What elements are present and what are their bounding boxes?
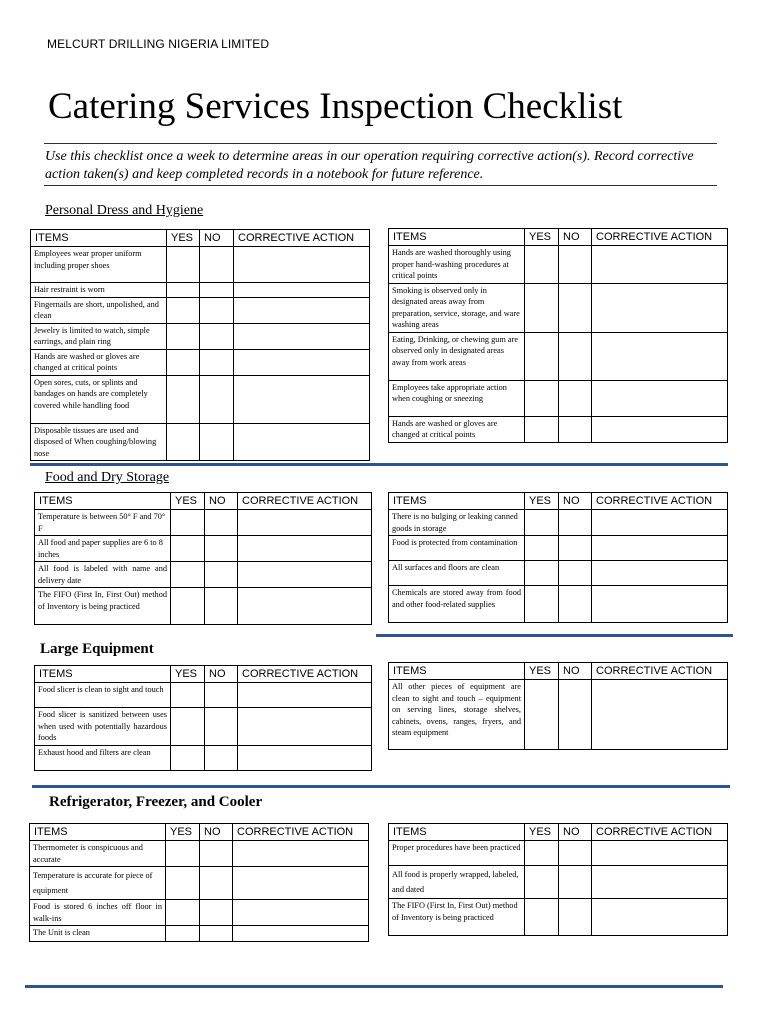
- yes-cell[interactable]: [525, 283, 559, 332]
- checklist-item: Smoking is observed only in designated areas away from preparation, service, storage, and ware washing areas: [389, 283, 525, 332]
- checklist-table-food-right: [388, 492, 728, 623]
- no-cell[interactable]: [559, 536, 592, 561]
- corrective-action-cell[interactable]: [234, 375, 370, 423]
- col-yes: YES: [525, 824, 559, 841]
- col-items: ITEMS: [35, 666, 171, 683]
- corrective-action-cell[interactable]: [233, 926, 369, 942]
- no-cell[interactable]: [559, 586, 592, 623]
- col-yes: YES: [171, 666, 205, 683]
- no-cell[interactable]: [205, 588, 238, 625]
- checklist-item: Proper procedures have been practiced: [389, 841, 525, 866]
- checklist-item: All other pieces of equipment are clean to sight and touch – equipment on serving lines, storage shelves, cabinets, ovens, ranges, fryers, and steam equipment: [389, 680, 525, 750]
- no-cell[interactable]: [200, 247, 234, 283]
- corrective-action-cell[interactable]: [592, 380, 728, 416]
- corrective-action-cell[interactable]: [233, 867, 369, 900]
- no-cell[interactable]: [559, 510, 592, 536]
- col-corrective: CORRECTIVE ACTION: [234, 230, 370, 247]
- checklist-item: Hands are washed thoroughly using proper hand-washing procedures at critical points: [389, 246, 525, 284]
- yes-cell[interactable]: [171, 562, 205, 588]
- no-cell[interactable]: [205, 683, 238, 708]
- corrective-action-cell[interactable]: [234, 247, 370, 283]
- checklist-item: Hands are washed or gloves are changed at critical points: [31, 349, 167, 375]
- checklist-table-food-left: [34, 492, 372, 625]
- checklist-item: The FIFO (First In, First Out) method of Inventory is being practiced: [35, 588, 171, 625]
- checklist-item: Disposable tissues are used and disposed of When coughing/blowing nose: [31, 423, 167, 461]
- yes-cell[interactable]: [171, 536, 205, 562]
- corrective-action-cell[interactable]: [592, 283, 728, 332]
- corrective-action-cell[interactable]: [234, 423, 370, 461]
- no-cell[interactable]: [200, 349, 234, 375]
- checklist-item: Eating, Drinking, or chewing gum are observed only in designated areas away from work areas: [389, 332, 525, 380]
- checklist-table-personal-left: [30, 229, 370, 461]
- col-corrective: CORRECTIVE ACTION: [592, 824, 728, 841]
- checklist-item: Employees wear proper uniform including proper shoes: [31, 247, 167, 283]
- no-cell[interactable]: [205, 536, 238, 562]
- col-corrective: CORRECTIVE ACTION: [592, 663, 728, 680]
- col-items: ITEMS: [30, 824, 166, 841]
- yes-cell[interactable]: [167, 323, 200, 349]
- col-yes: YES: [171, 493, 205, 510]
- corrective-action-cell[interactable]: [238, 588, 372, 625]
- no-cell[interactable]: [205, 708, 238, 746]
- yes-cell[interactable]: [525, 536, 559, 561]
- col-no: NO: [559, 824, 592, 841]
- col-corrective: CORRECTIVE ACTION: [233, 824, 369, 841]
- checklist-item: Employees take appropriate action when coughing or sneezing: [389, 380, 525, 416]
- yes-cell[interactable]: [167, 423, 200, 461]
- col-no: NO: [559, 663, 592, 680]
- no-cell[interactable]: [200, 841, 233, 867]
- no-cell[interactable]: [559, 680, 592, 750]
- yes-cell[interactable]: [171, 510, 205, 536]
- yes-cell[interactable]: [525, 510, 559, 536]
- no-cell[interactable]: [559, 841, 592, 866]
- col-items: ITEMS: [31, 230, 167, 247]
- yes-cell[interactable]: [167, 349, 200, 375]
- no-cell[interactable]: [559, 416, 592, 442]
- yes-cell[interactable]: [166, 926, 200, 942]
- checklist-item: Hair restraint is worn: [31, 283, 167, 298]
- section-title-personal: Personal Dress and Hygiene: [45, 203, 204, 218]
- checklist-item: The Unit is clean: [30, 926, 166, 942]
- no-cell[interactable]: [559, 899, 592, 936]
- checklist-item: Food is protected from contamination: [389, 536, 525, 561]
- checklist-table-equipment-right: [388, 662, 728, 750]
- corrective-action-cell[interactable]: [592, 866, 728, 899]
- yes-cell[interactable]: [171, 745, 205, 770]
- col-no: NO: [559, 493, 592, 510]
- corrective-action-cell[interactable]: [233, 841, 369, 867]
- corrective-action-cell[interactable]: [238, 536, 372, 562]
- section-divider: [376, 634, 733, 637]
- yes-cell[interactable]: [525, 899, 559, 936]
- corrective-action-cell[interactable]: [592, 332, 728, 380]
- yes-cell[interactable]: [166, 900, 200, 926]
- no-cell[interactable]: [559, 380, 592, 416]
- no-cell[interactable]: [559, 332, 592, 380]
- yes-cell[interactable]: [525, 680, 559, 750]
- checklist-item: All food and paper supplies are 6 to 8 inches: [35, 536, 171, 562]
- no-cell[interactable]: [559, 283, 592, 332]
- no-cell[interactable]: [205, 510, 238, 536]
- checklist-item: Exhaust hood and filters are clean: [35, 745, 171, 770]
- corrective-action-cell[interactable]: [238, 683, 372, 708]
- col-items: ITEMS: [389, 663, 525, 680]
- corrective-action-cell[interactable]: [592, 680, 728, 750]
- yes-cell[interactable]: [171, 708, 205, 746]
- divider: [44, 143, 717, 144]
- corrective-action-cell[interactable]: [234, 297, 370, 323]
- col-yes: YES: [525, 493, 559, 510]
- checklist-item: All surfaces and floors are clean: [389, 561, 525, 586]
- yes-cell[interactable]: [167, 247, 200, 283]
- col-corrective: CORRECTIVE ACTION: [592, 229, 728, 246]
- page-title: Catering Services Inspection Checklist: [48, 86, 623, 127]
- yes-cell[interactable]: [171, 683, 205, 708]
- yes-cell[interactable]: [167, 283, 200, 298]
- section-title-fridge: Refrigerator, Freezer, and Cooler: [49, 794, 263, 810]
- col-yes: YES: [525, 663, 559, 680]
- checklist-item: Thermometer is conspicuous and accurate: [30, 841, 166, 867]
- corrective-action-cell[interactable]: [234, 323, 370, 349]
- checklist-table-equipment-left: [34, 665, 372, 771]
- corrective-action-cell[interactable]: [238, 510, 372, 536]
- section-divider: [30, 463, 728, 466]
- intro-text: Use this checklist once a week to determine areas in our operation requiring corrective action(s). Record corrective action taken(s) and keep completed records in a notebook for future reference.: [45, 149, 694, 182]
- checklist-item: Jewelry is limited to watch, simple earrings, and plain ring: [31, 323, 167, 349]
- yes-cell[interactable]: [525, 841, 559, 866]
- yes-cell[interactable]: [171, 588, 205, 625]
- corrective-action-cell[interactable]: [592, 416, 728, 442]
- no-cell[interactable]: [205, 562, 238, 588]
- no-cell[interactable]: [559, 561, 592, 586]
- corrective-action-cell[interactable]: [592, 536, 728, 561]
- no-cell[interactable]: [200, 423, 234, 461]
- yes-cell[interactable]: [525, 380, 559, 416]
- corrective-action-cell[interactable]: [592, 586, 728, 623]
- section-title-equipment: Large Equipment: [40, 641, 154, 657]
- checklist-item: Food slicer is sanitized between uses when used with potentially hazardous foods: [35, 708, 171, 746]
- checklist-item: Fingernails are short, unpolished, and clean: [31, 297, 167, 323]
- checklist-item: Temperature is between 50° F and 70° F: [35, 510, 171, 536]
- yes-cell[interactable]: [525, 416, 559, 442]
- checklist-item: There is no bulging or leaking canned goods in storage: [389, 510, 525, 536]
- corrective-action-cell[interactable]: [238, 562, 372, 588]
- checklist-item: The FIFO (First In, First Out) method of Inventory is being practiced: [389, 899, 525, 936]
- checklist-item: All food is labeled with name and delivery date: [35, 562, 171, 588]
- yes-cell[interactable]: [525, 561, 559, 586]
- corrective-action-cell[interactable]: [592, 246, 728, 284]
- section-title-food: Food and Dry Storage: [45, 470, 170, 485]
- no-cell[interactable]: [200, 323, 234, 349]
- checklist-table-personal-right: [388, 228, 728, 443]
- company-name: MELCURT DRILLING NIGERIA LIMITED: [47, 37, 270, 51]
- yes-cell[interactable]: [525, 246, 559, 284]
- corrective-action-cell[interactable]: [238, 745, 372, 770]
- col-no: NO: [200, 230, 234, 247]
- divider: [44, 185, 717, 186]
- corrective-action-cell[interactable]: [592, 899, 728, 936]
- yes-cell[interactable]: [525, 332, 559, 380]
- yes-cell[interactable]: [525, 586, 559, 623]
- checklist-table-fridge-right: [388, 823, 728, 936]
- checklist-item: Food is stored 6 inches off floor in walk-ins: [30, 900, 166, 926]
- corrective-action-cell[interactable]: [233, 900, 369, 926]
- no-cell[interactable]: [205, 745, 238, 770]
- corrective-action-cell[interactable]: [592, 510, 728, 536]
- corrective-action-cell[interactable]: [234, 349, 370, 375]
- yes-cell[interactable]: [167, 297, 200, 323]
- checklist-item: All food is properly wrapped, labeled, and dated: [389, 866, 525, 899]
- col-corrective: CORRECTIVE ACTION: [238, 666, 372, 683]
- corrective-action-cell[interactable]: [592, 561, 728, 586]
- yes-cell[interactable]: [525, 866, 559, 899]
- no-cell[interactable]: [200, 867, 233, 900]
- checklist-item: Temperature is accurate for piece of equipment: [30, 867, 166, 900]
- no-cell[interactable]: [200, 375, 234, 423]
- col-yes: YES: [166, 824, 200, 841]
- no-cell[interactable]: [200, 900, 233, 926]
- col-no: NO: [205, 666, 238, 683]
- checklist-item: Hands are washed or gloves are changed at critical points: [389, 416, 525, 442]
- col-no: NO: [559, 229, 592, 246]
- col-corrective: CORRECTIVE ACTION: [238, 493, 372, 510]
- yes-cell[interactable]: [166, 867, 200, 900]
- checklist-item: Chemicals are stored away from food and other food-related supplies: [389, 586, 525, 623]
- col-no: NO: [200, 824, 233, 841]
- yes-cell[interactable]: [167, 375, 200, 423]
- checklist-item: Food slicer is clean to sight and touch: [35, 683, 171, 708]
- corrective-action-cell[interactable]: [234, 283, 370, 298]
- col-yes: YES: [167, 230, 200, 247]
- checklist-item: Open sores, cuts, or splints and bandages on hands are completely covered while handling food: [31, 375, 167, 423]
- col-no: NO: [205, 493, 238, 510]
- yes-cell[interactable]: [166, 841, 200, 867]
- checklist-table-fridge-left: [29, 823, 369, 942]
- no-cell[interactable]: [559, 866, 592, 899]
- corrective-action-cell[interactable]: [238, 708, 372, 746]
- section-divider: [32, 785, 730, 788]
- no-cell[interactable]: [200, 926, 233, 942]
- col-corrective: CORRECTIVE ACTION: [592, 493, 728, 510]
- col-items: ITEMS: [389, 824, 525, 841]
- no-cell[interactable]: [200, 297, 234, 323]
- col-items: ITEMS: [35, 493, 171, 510]
- no-cell[interactable]: [559, 246, 592, 284]
- col-items: ITEMS: [389, 229, 525, 246]
- section-divider: [25, 985, 723, 988]
- col-yes: YES: [525, 229, 559, 246]
- no-cell[interactable]: [200, 283, 234, 298]
- col-items: ITEMS: [389, 493, 525, 510]
- corrective-action-cell[interactable]: [592, 841, 728, 866]
